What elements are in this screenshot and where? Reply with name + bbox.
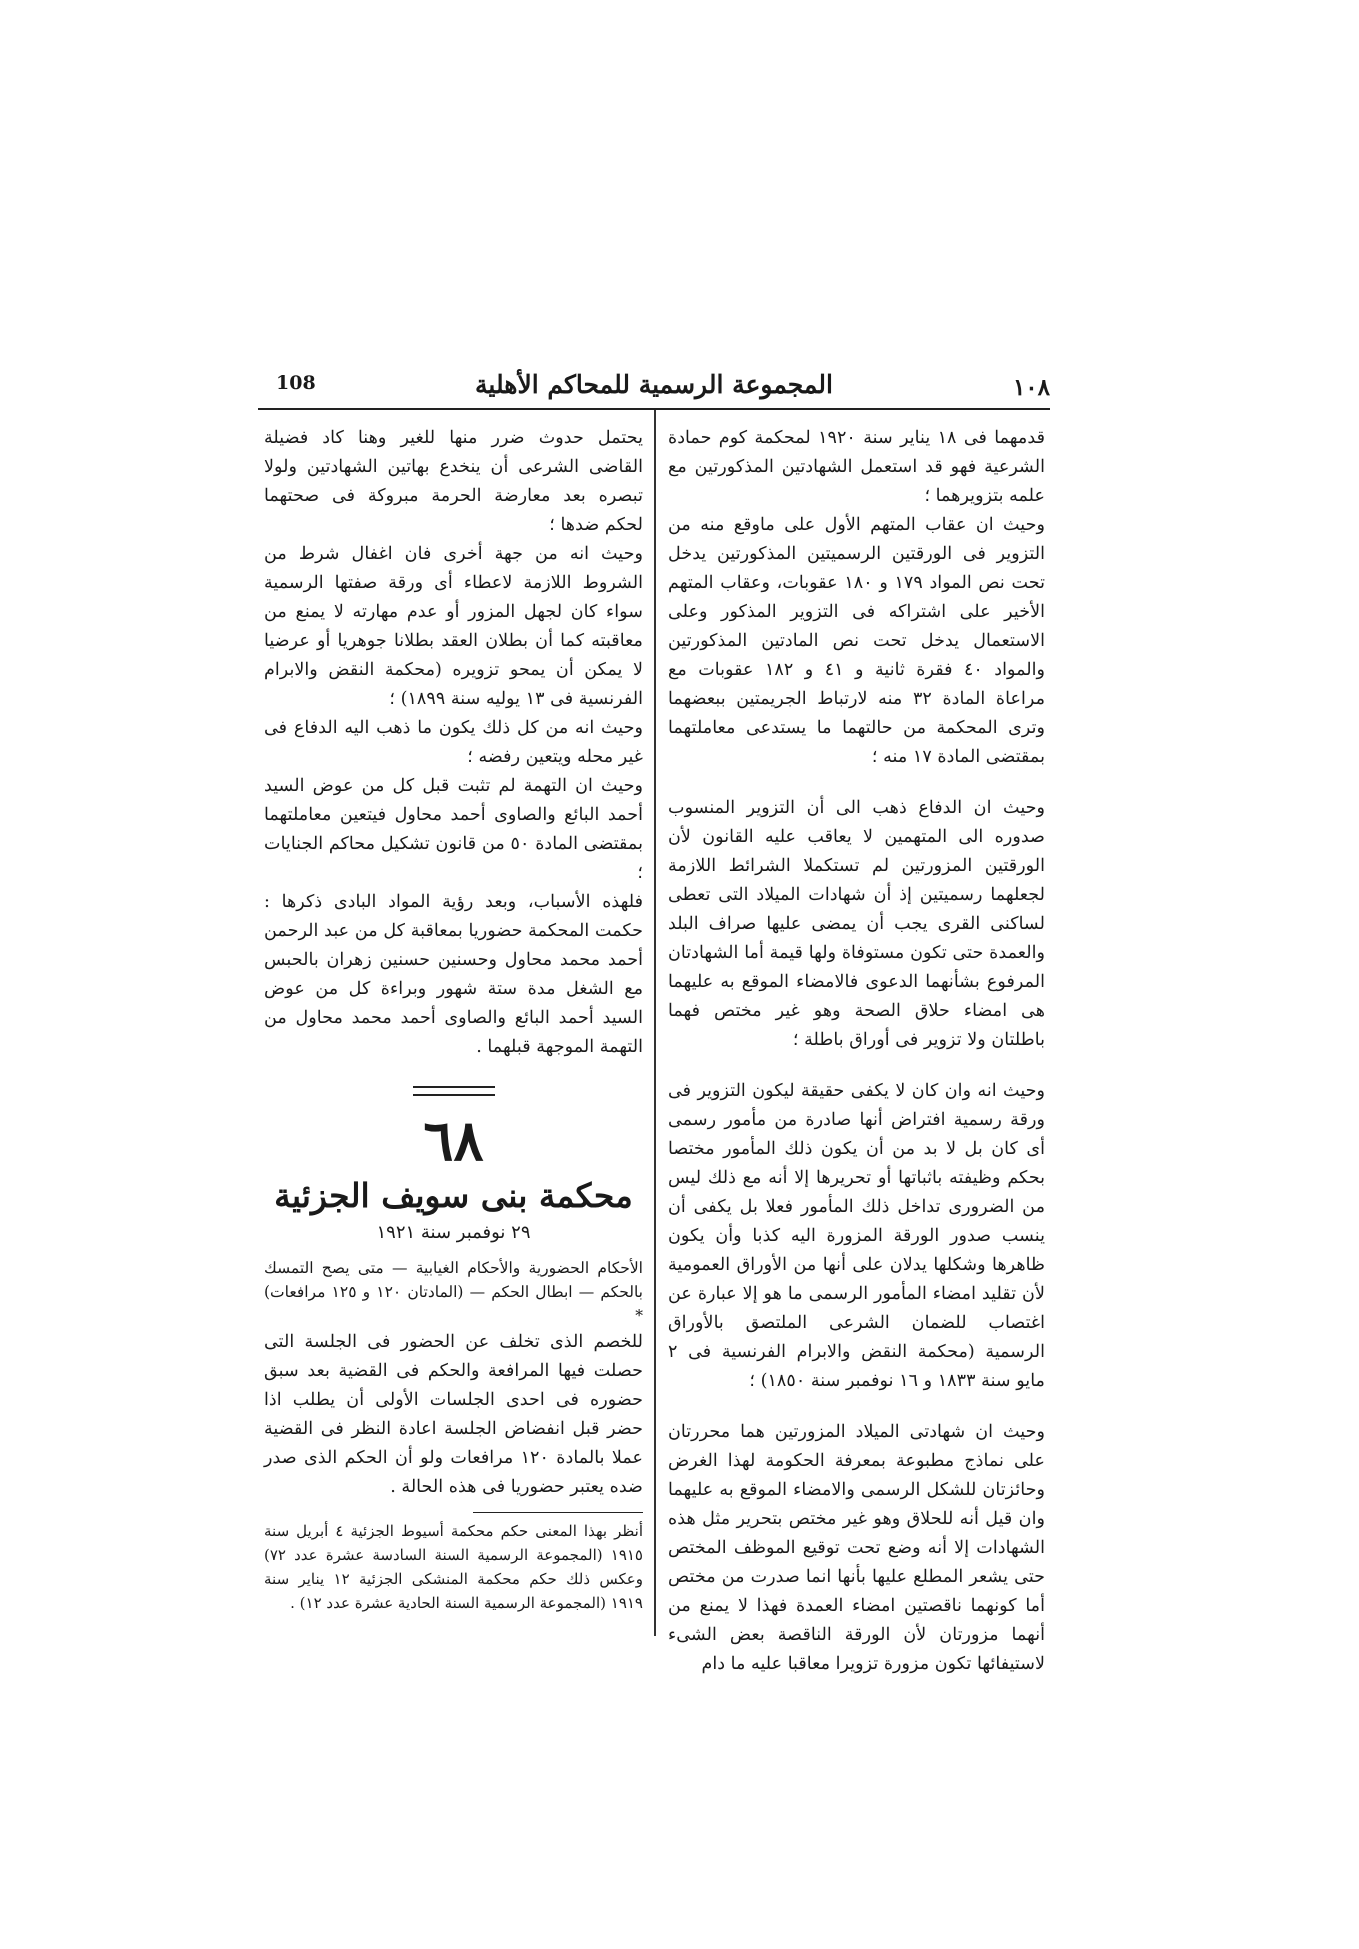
paragraph: قدمهما فى ١٨ يناير سنة ١٩٢٠ لمحكمة كوم حمادة الشرعية فهو قد استعمل الشهادتين المذكورتين مع علمه بتزويرهما ؛ xyxy=(668,428,1045,506)
paragraph: فلهذه الأسباب، وبعد رؤية المواد البادى ذكرها : حكمت المحكمة حضوريا بمعاقبة كل من عبد الرحمن أحمد محمد محاول وحسنين حسنين زهران بالحبس مع الشغل مدة ستة شهور وبراءة كل من عوض السيد أحمد البائع والصاوى أحمد محمد محاول من التهمة الموجهة قبلهما . xyxy=(264,892,643,1057)
right-column xyxy=(668,424,1045,1679)
paragraph: وحيث ان الدفاع ذهب الى أن التزوير المنسوب صدوره الى المتهمين لا يعاقب عليه القانون لأن الورقتين المزورتين لم تستكملا الشرائط اللازمة لجعلهما رسميتين إذ أن شهادات الميلاد التى تعطى لساكنى القرى يجب أن يمضى عليها صراف البلد والعمدة حتى تكون مستوفاة ولها قيمة أما الشهادتان المرفوع بشأنهما الدعوى فالامضاء الموقع به عليهما هى امضاء حلاق الصحة وهو غير مختص فهما باطلتان ولا تزوير فى أوراق باطلة ؛ xyxy=(668,798,1045,1050)
paragraph: وحيث انه من جهة أخرى فان اغفال شرط من الشروط اللازمة لاعطاء أى ورقة صفتها الرسمية سواء كان لجهل المزور أو عدم مهارته لا يمنع من معاقبته كما أن بطلان العقد بطلانا جوهريا أو عرضيا لا يمكن أن يمحو تزويره (محكمة النقض والابرام الفرنسية فى ١٣ يوليه سنة ١٨٩٩) ؛ xyxy=(264,544,643,709)
paragraph: وحيث ان عقاب المتهم الأول على ماوقع منه من التزوير فى الورقتين الرسميتين المذكورتين يدخل تحت نص المواد ١٧٩ و ١٨٠ عقوبات، وعقاب المتهم الأخير على اشتراكه فى التزوير المذكور وعلى الاستعمال يدخل تحت نص المادتين المذكورتين والمواد ٤٠ فقرة ثانية و ٤١ و ١٨٢ عقوبات مع مراعاة المادة ٣٢ منه لارتباط الجريمتين ببعضهما وترى المحكمة من حالتهما ما يستدعى معاملتهما بمقتضى المادة ١٧ منه ؛ xyxy=(668,515,1046,767)
page-number-left: 108 xyxy=(276,372,316,394)
paragraph: وحيث ان شهادتى الميلاد المزورتين هما محررتان على نماذج مطبوعة بمعرفة الحكومة لهذا الغرض وحائزتان للشكل الرسمى والامضاء الموقع به عليهما وان قيل أنه للحلاق وهو غير مختص بتحرير مثل هذه الشهادات إلا أنه وضع تحت توقيع الموظف المختص حتى يشعر المطلع عليها بأنها انما صدرت من مختص أما كونهما ناقصتين امضاء العمدة فهذا لا يمنع من أنهما مزورتان لأن الورقة الناقصة بعض الشىء لاستيفائها تكون مزورة تزويرا معاقبا عليه ما دام xyxy=(668,1422,1045,1674)
paragraph: وحيث ان التهمة لم تثبت قبل كل من عوض السيد أحمد البائع والصاوى أحمد محاول فيتعين معاملتهما بمقتضى المادة ٥٠ من قانون تشكيل محاكم الجنايات ؛ xyxy=(264,776,643,883)
column-divider xyxy=(654,410,656,1636)
running-title: المجموعة الرسمية للمحاكم الأهلية xyxy=(475,370,833,399)
page-header xyxy=(258,368,1050,416)
footnote: أنظر بهذا المعنى حكم محكمة أسيوط الجزئية ٤ أبريل سنة ١٩١٥ (المجموعة الرسمية السنة السادسة عشرة عدد ٧٢) وعكس ذلك حكم محكمة المنشكى الجزئية ١٢ يناير سنة ١٩١٩ (المجموعة الرسمية السنة الحادية عشرة عدد ١٢) . xyxy=(264,1522,644,1612)
footnote-rule xyxy=(473,1512,643,1513)
case-date: ٢٩ نوفمبر سنة ١٩٢١ xyxy=(376,1222,531,1243)
paragraph: وحيث انه وان كان لا يكفى حقيقة ليكون التزوير فى ورقة رسمية افتراض أنها صادرة من مأمور رسمى أى كان بل لا بد من أن يكون ذلك المأمور مختصا بحكم وظيفته باثباتها أو تحريرها إلا أنه مع ذلك ليس من الضرورى تداخل ذلك المأمور فعلا بل يكفى أن ينسب صدور الورقة المزورة اليه كذبا وأن يكون ظاهرها وشكلها يدلان على أنها من الأوراق العمومية لأن تقليد امضاء المأمور الرسمى ما هو إلا عبارة عن اغتصاب للضمان الشرعى الملتصق بالأوراق الرسمية (محكمة النقض والابرام الفرنسية فى ٢ مايو سنة ١٨٣٣ و ١٦ نوفمبر سنة ١٨٥٠) ؛ xyxy=(668,1081,1045,1391)
court-name: محكمة بنى سويف الجزئية xyxy=(274,1176,633,1215)
case-summary: للخصم الذى تخلف عن الحضور فى الجلسة التى حصلت فيها المرافعة والحكم فى القضية بعد سبق حضوره فى احدى الجلسات الأولى أن يطلب اذا حضر قبل انفضاض الجلسة اعادة النظر فى القضية عملا بالمادة ١٢٠ مرافعات ولو أن الحكم الذى صدر ضده يعتبر حضوريا فى هذه الحالة . xyxy=(264,1332,643,1497)
headnote: الأحكام الحضورية والأحكام الغيابية — متى يصح التمسك بالحكم — ابطال الحكم — (المادتان ١٢٠ و ١٢٥ مرافعات) * xyxy=(264,1259,643,1325)
section-separator xyxy=(413,1086,495,1096)
paragraph: يحتمل حدوث ضرر منها للغير وهنا كاد فضيلة القاضى الشرعى أن ينخدع بهاتين الشهادتين ولولا تبصره بعد معارضة الحرمة مبروكة فى صحتهما لحكم ضدها ؛ xyxy=(264,428,643,535)
left-column xyxy=(264,424,643,1615)
case-number: ٦٨ xyxy=(423,1108,484,1174)
page-number-right: ١٠٨ xyxy=(1012,374,1050,401)
paragraph: وحيث انه من كل ذلك يكون ما ذهب اليه الدفاع فى غير محله ويتعين رفضه ؛ xyxy=(264,718,643,767)
